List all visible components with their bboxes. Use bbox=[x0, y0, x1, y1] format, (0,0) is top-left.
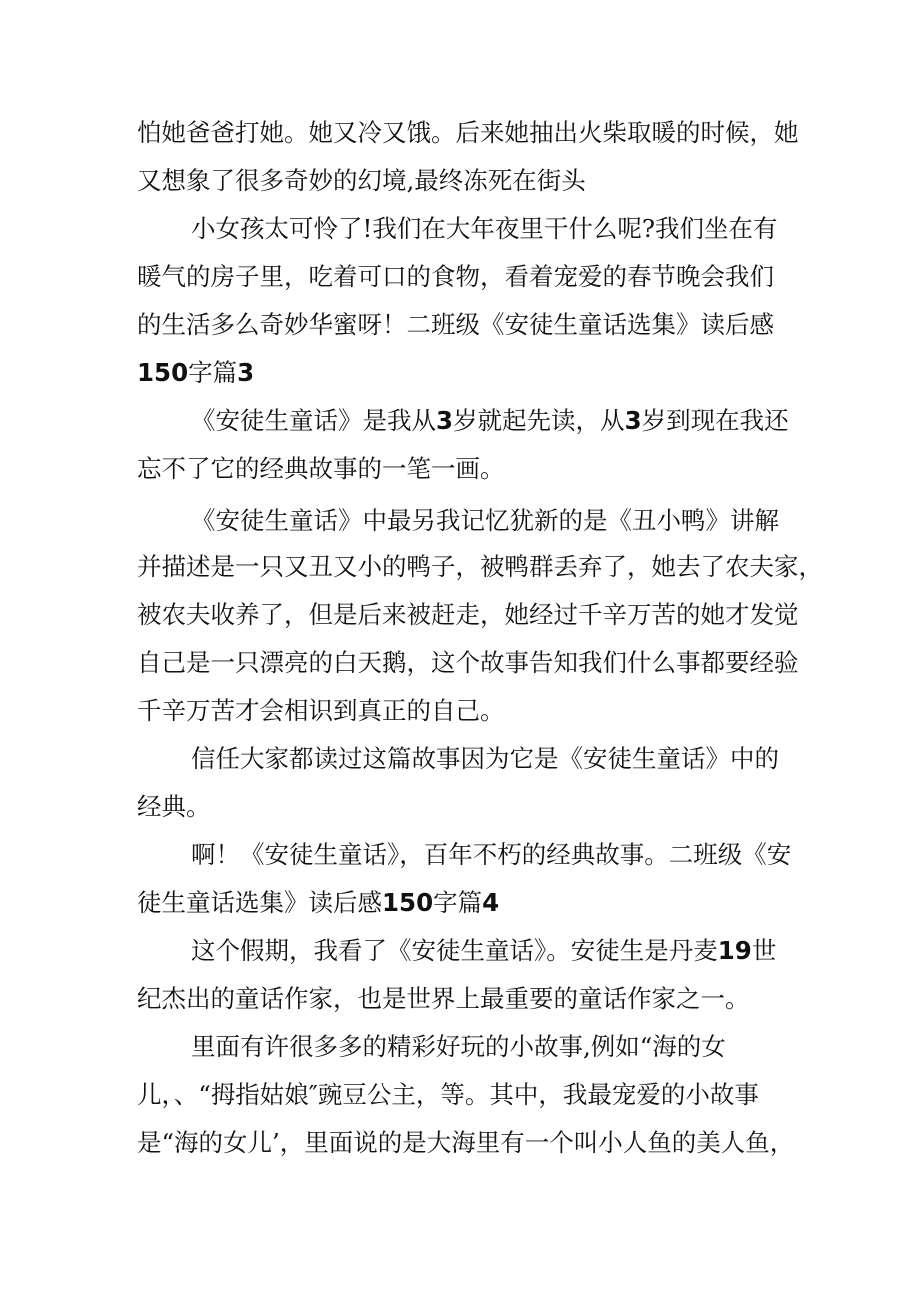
section-heading: 150字篇3 bbox=[137, 358, 255, 387]
text-line: 这个假期，我看了《安徒生童话》。安徒生是丹麦19世 bbox=[191, 936, 777, 965]
text-line: 里面有许很多多的精彩好玩的小故事,例如“海的女 bbox=[191, 1032, 726, 1061]
text-line: 儿，、“拇指姑娘″豌豆公主，等。其中，我最宠爱的小故事 bbox=[137, 1080, 759, 1109]
text-line: 信任大家都读过这篇故事因为它是《安徒生童话》中的 bbox=[191, 744, 779, 773]
text-line: 经典。 bbox=[137, 792, 211, 821]
text-line: 并描述是一只又丑又小的鸭子，被鸭群丢弃了，她去了农夫家， bbox=[137, 552, 823, 581]
text-line: 小女孩太可怜了!我们在大年夜里干什么呢?我们坐在有 bbox=[191, 214, 778, 243]
text-line: 是“海的女儿’，里面说的是大海里有一个叫小人鱼的美人鱼， bbox=[137, 1128, 795, 1157]
text-line: 被农夫收养了，但是后来被赶走，她经过千辛万苦的她才发觉 bbox=[137, 600, 799, 629]
text-line: 又想象了很多奇妙的幻境,最终冻死在街头 bbox=[137, 166, 586, 195]
text-line: 啊！《安徒生童话》，百年不朽的经典故事。二班级《安 bbox=[191, 840, 792, 869]
text-line: 自己是一只漂亮的白天鹅，这个故事告知我们什么事都要经验 bbox=[137, 648, 799, 677]
text-line: 纪杰出的童话作家，也是世界上最重要的童话作家之一。 bbox=[137, 984, 750, 1013]
text-line: 《安徒生童话》中最另我记忆犹新的是《丑小鸭》讲解 bbox=[191, 506, 779, 535]
text-line: 《安徒生童话》是我从3岁就起先读，从3岁到现在我还 bbox=[191, 406, 789, 435]
text-line: 怕她爸爸打她。她又冷又饿。后来她抽出火柴取暖的时候，她 bbox=[137, 118, 799, 147]
text-line: 徒生童话选集》读后感150字篇4 bbox=[137, 888, 500, 917]
text-line: 的生活多么奇妙华蜜呀！二班级《安徒生童话选集》读后感 bbox=[137, 310, 774, 339]
text-line: 暖气的房子里，吃着可口的食物，看着宠爱的春节晚会我们 bbox=[137, 262, 774, 291]
text-line: 忘不了它的经典故事的一笔一画。 bbox=[137, 454, 505, 483]
text-line: 千辛万苦才会相识到真正的自己。 bbox=[137, 696, 505, 725]
